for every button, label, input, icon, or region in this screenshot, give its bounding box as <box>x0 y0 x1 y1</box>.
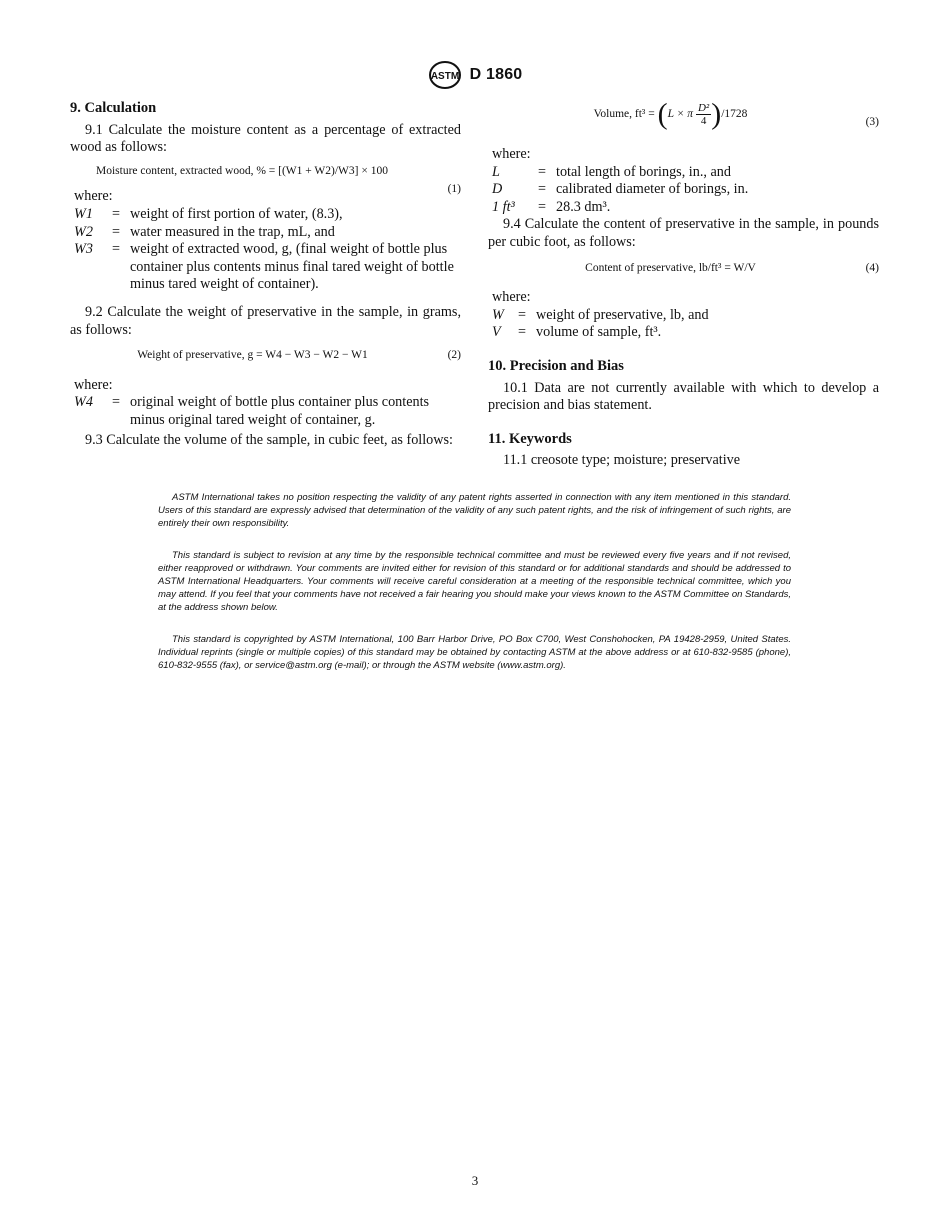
designation: D 1860 <box>469 66 523 83</box>
definition-equals: = <box>538 181 547 198</box>
definition-symbol: V <box>492 324 501 341</box>
astm-logo <box>428 60 462 90</box>
definition-symbol: W1 <box>74 205 93 222</box>
definition-row <box>492 181 748 199</box>
paragraph-9-1: 9.1 Calculate the moisture content as a percentage of extracted wood as follows: <box>70 121 461 156</box>
equation-2-expression: Weight of preservative, g = W4 − W3 − W2 − W1 <box>137 349 368 362</box>
right-column <box>488 97 879 470</box>
definition-equals: = <box>518 306 527 323</box>
definition-row <box>492 199 748 217</box>
paragraph-9-3: 9.3 Calculate the volume of the sample, in cubic feet, as follows: <box>85 431 453 448</box>
definitions-3 <box>492 164 748 217</box>
equation-1-number: (1) <box>447 182 461 195</box>
equation-3-length: L × π <box>667 108 694 121</box>
notice-revision: This standard is subject to revision at any time by the responsible technical committee and must be reviewed every five years and if not revised, either reapproved or withdrawn. Your comments are invited either for revision of this standard or for additional standards and should be addressed to ASTM International Headquarters. Your comments will receive careful consideration at a meeting of the responsible technical committee, which you may attend. If you feel that your comments have not received a fair hearing you should make your views known to the ASTM Committee on Standards, at the address shown below. <box>158 549 791 614</box>
definition-text: weight of preservative, lb, and <box>536 306 709 323</box>
notice-patent: ASTM International takes no position respecting the validity of any patent rights asserted in connection with any item mentioned in this standard. Users of this standard are expressly advised that determination of the validity of any such patent rights, and the risk of infringement of such rights, are entirely their own responsibility. <box>158 492 791 530</box>
definition-symbol: W2 <box>74 223 93 240</box>
equation-3-denominator: 4 <box>700 115 707 127</box>
paragraph-9-4: 9.4 Calculate the content of preservative in the sample, in pounds per cubic foot, as follows: <box>488 216 879 250</box>
definition-row <box>492 324 709 342</box>
equation-4-expression: Content of preservative, lb/ft³ = W/V <box>585 261 756 274</box>
definition-text: volume of sample, ft³. <box>536 324 662 341</box>
definition-equals: = <box>538 198 547 215</box>
equation-2-number: (2) <box>447 349 461 362</box>
definition-equals: = <box>112 205 121 222</box>
equation-4-number: (4) <box>865 261 879 274</box>
equation-3-fraction <box>696 102 711 127</box>
definition-symbol: 1 ft³ <box>492 198 515 215</box>
definition-row <box>74 394 461 429</box>
definition-text: water measured in the trap, mL, and <box>130 223 335 240</box>
definition-row <box>74 206 461 224</box>
definition-symbol: W4 <box>74 394 93 411</box>
definition-text: weight of extracted wood, g, (final weight of bottle plus container plus contents minus final tared weight of bottle minus tared weight of container). <box>130 241 454 293</box>
left-column <box>70 100 461 449</box>
definition-row <box>74 224 461 242</box>
notice-copyright: This standard is copyrighted by ASTM International, 100 Barr Harbor Drive, PO Box C700, West Conshohocken, PA 19428-2959, United States. Individual reprints (single or multiple copies) of this standard may be obtained by contacting ASTM at the above address or at 610-832-9585 (phone), 610-832-9555 (fax), or service@astm.org (e-mail); or through the ASTM website (www.astm.org). <box>158 633 791 672</box>
definition-row <box>492 164 748 182</box>
definition-symbol: W <box>492 306 504 323</box>
definition-equals: = <box>518 324 527 341</box>
equation-4 <box>488 260 879 278</box>
paragraph-10-1: 10.1 Data are not currently available with which to develop a precision and bias statement. <box>488 379 879 414</box>
page-number: 3 <box>471 1173 479 1188</box>
paragraph-9-2: 9.2 Calculate the weight of preservative in the sample, in grams, as follows: <box>70 303 461 338</box>
definition-symbol: L <box>492 163 500 180</box>
definition-equals: = <box>112 394 121 411</box>
section-10-title: 10. Precision and Bias <box>488 357 624 374</box>
section-11-title: 11. Keywords <box>488 430 572 447</box>
paragraph-11-1: 11.1 creosote type; moisture; preservative <box>503 452 741 469</box>
legal-notices <box>158 491 791 690</box>
definition-equals: = <box>112 241 121 258</box>
astm-logo-text: ASTM <box>430 71 459 82</box>
definition-text: total length of borings, in., and <box>556 163 731 180</box>
equation-3-number: (3) <box>865 116 879 128</box>
definitions-1 <box>74 206 461 294</box>
where-label-3: where: <box>492 146 531 162</box>
where-label-1: where: <box>74 188 113 205</box>
definition-row <box>74 241 461 294</box>
definitions-2 <box>74 394 461 429</box>
equation-1 <box>70 163 461 195</box>
where-label-2: where: <box>74 376 113 393</box>
page-header <box>0 60 950 90</box>
equation-2 <box>70 347 461 365</box>
definition-text: calibrated diameter of borings, in. <box>556 181 749 198</box>
definition-row <box>492 307 709 325</box>
definition-text: original weight of bottle plus container plus contents minus original tared weight of container, g. <box>130 394 430 428</box>
equation-3: Volume, ft³ = (L × π $\frac{\text{D²}}{4}$ )/1728 (3) <box>593 97 879 131</box>
equation-3-suffix: /1728 <box>721 108 748 121</box>
definitions-4 <box>492 307 709 342</box>
equation-3-prefix: Volume, ft³ = <box>593 108 655 121</box>
definition-equals: = <box>538 163 547 180</box>
definition-text: weight of first portion of water, (8.3), <box>130 205 343 222</box>
definition-symbol: W3 <box>74 241 93 258</box>
definition-text: 28.3 dm³. <box>556 198 611 215</box>
equation-1-expression: Moisture content, extracted wood, % = [(W1 + W2)/W3] × 100 <box>96 164 388 177</box>
equation-3-numerator: D² <box>697 102 710 114</box>
where-label-4: where: <box>492 289 531 306</box>
definition-equals: = <box>112 223 121 240</box>
section-9-title: 9. Calculation <box>70 100 157 116</box>
definition-symbol: D <box>492 181 503 198</box>
